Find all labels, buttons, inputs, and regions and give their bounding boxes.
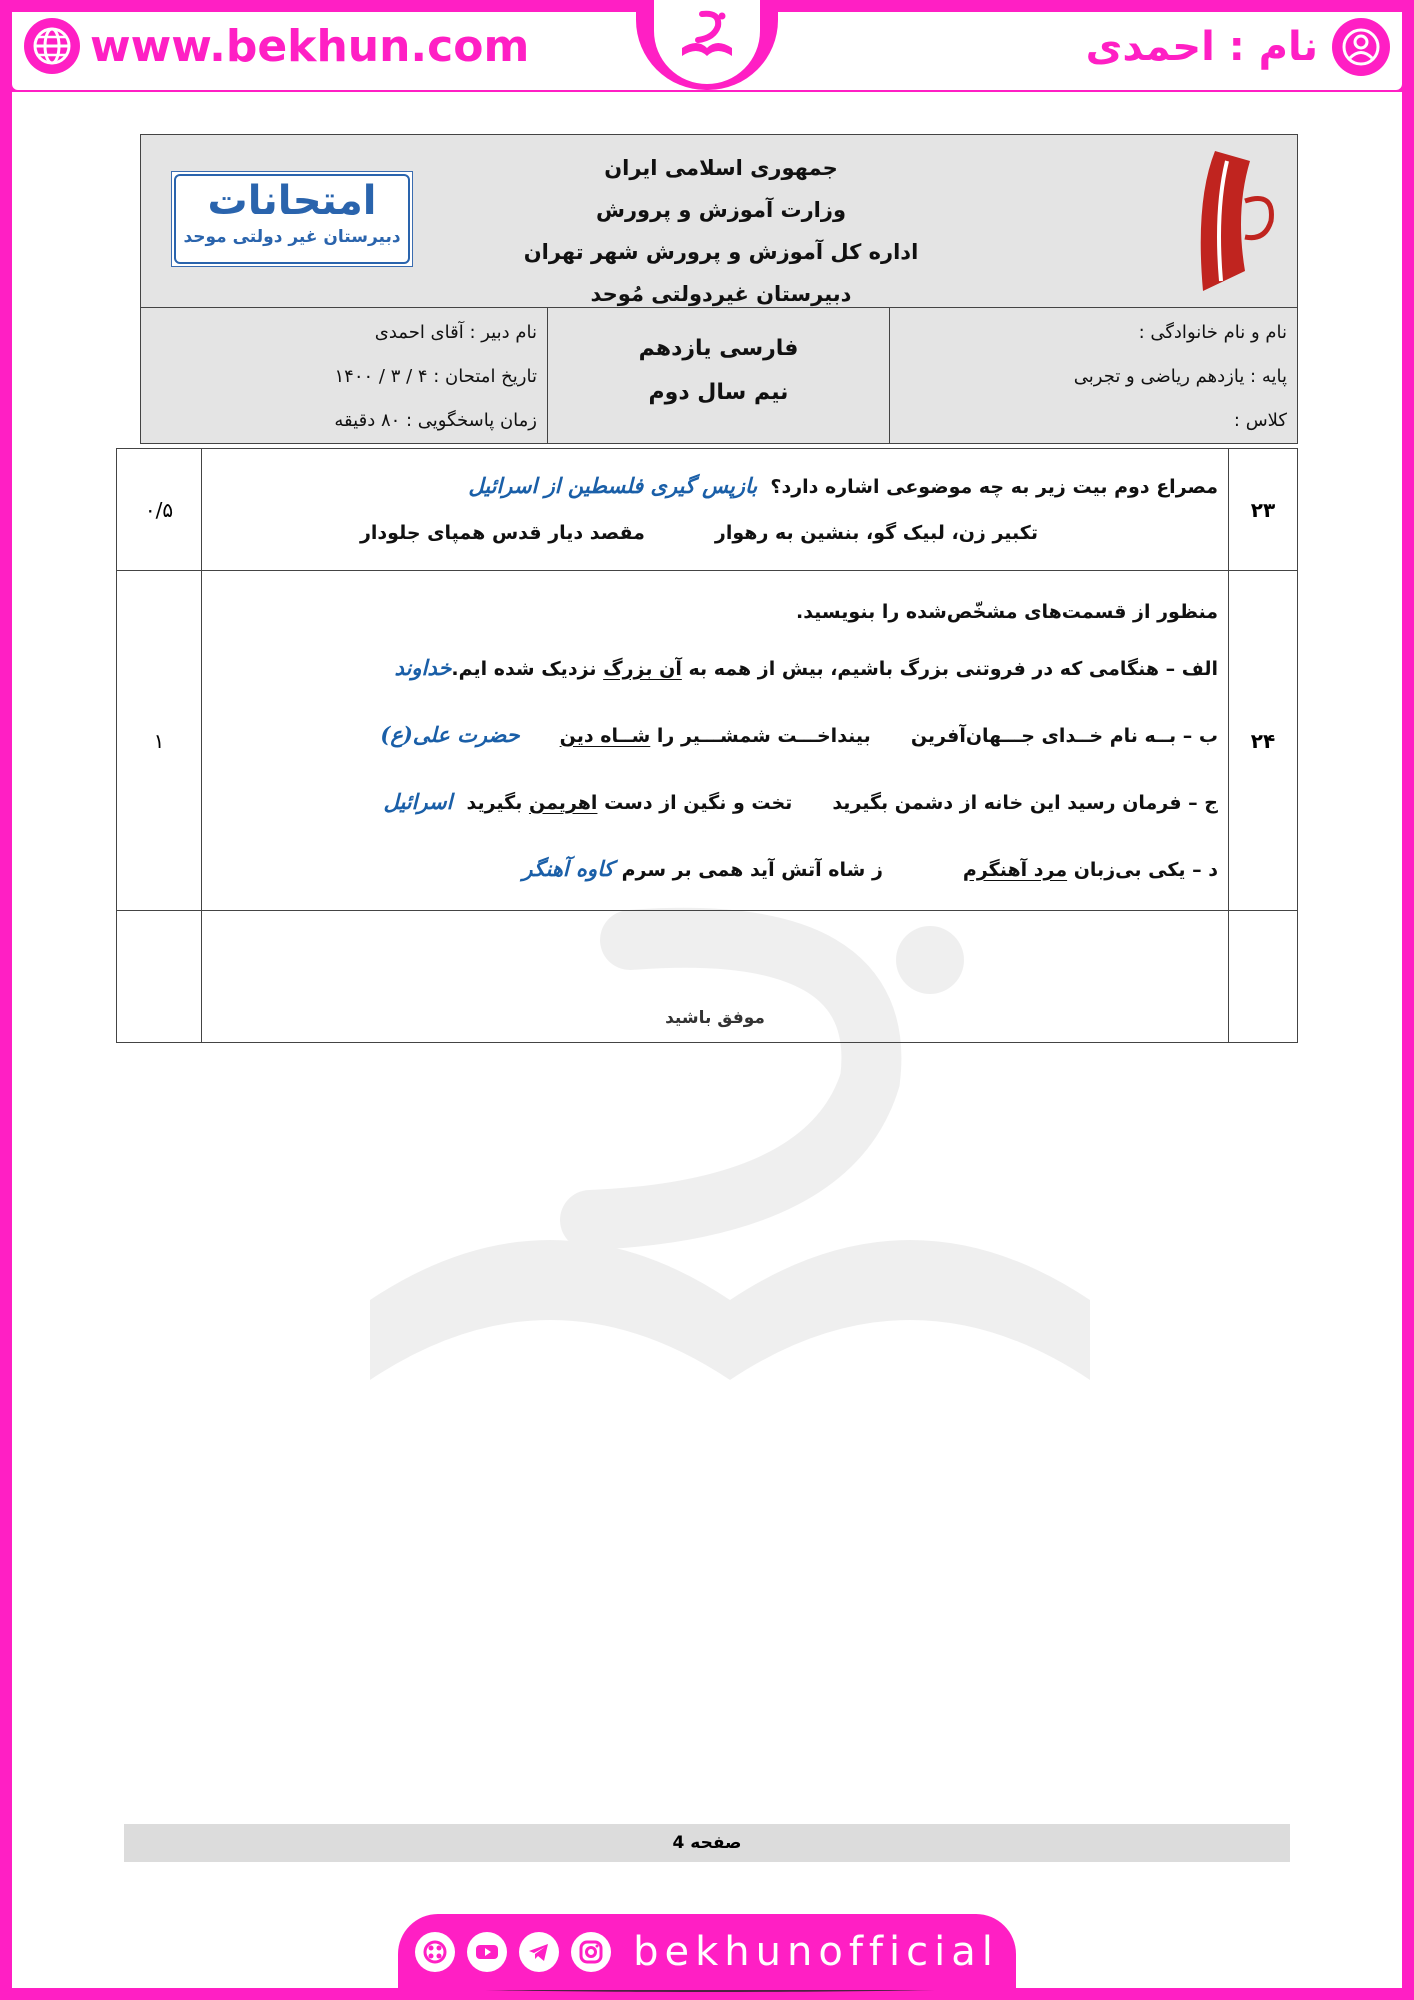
question-item: الف – هنگامی که در فروتنی بزرگ باشیم، بیش از همه به آن بزرگ نزدیک شده ایم.خداوند (394, 654, 1218, 680)
book-logo-icon (672, 4, 742, 74)
stamp-title: امتحانات (207, 178, 377, 224)
verse-second: مقصد دیار قدس همپای جلودار (359, 522, 645, 544)
question-body (202, 571, 1229, 911)
website-text: www.bekhun.com (90, 20, 530, 72)
teacher-info-cell (141, 307, 547, 443)
verse-first: تکبیر زن، لبیک گو، بنشین به رهوار (714, 522, 1038, 544)
stamp-subtitle: دبیرستان غیر دولتی موحد (183, 227, 401, 247)
question-item: ب – بــه نام خــدای جـــهان‌آفرینبینداخـــت شمشـــیر را شــاه دینحضرت علی(ع) (380, 721, 1218, 747)
instagram-icon[interactable] (571, 1932, 611, 1972)
student-name-field: نام و نام خانوادگی : (1138, 322, 1287, 343)
closing-row (117, 911, 1298, 1043)
handwritten-answer: خداوند (394, 654, 452, 680)
top-bar (0, 0, 1414, 92)
telegram-icon[interactable] (519, 1932, 559, 1972)
title-department: اداره کل آموزش و پرورش شهر تهران (523, 240, 919, 264)
term-title: نیم سال دوم (648, 380, 789, 405)
page-number: صفحه 4 (124, 1824, 1290, 1862)
globe-icon (24, 18, 80, 74)
question-number: ۲۴ (1229, 571, 1298, 911)
school-crest-logo (1175, 141, 1285, 299)
question-prompt: مصراع دوم بیت زیر به چه موضوعی اشاره دارد؟ (770, 476, 1218, 498)
title-school: دبیرستان غیردولتی مُوحد (590, 282, 852, 306)
handwritten-answer: اسرائیل (383, 788, 453, 814)
handwritten-answer: کاوه آهنگر (522, 855, 614, 881)
name-label: نام : احمدی (1085, 24, 1318, 70)
aparat-icon[interactable] (415, 1932, 455, 1972)
title-country: جمهوری اسلامی ایران (604, 156, 838, 180)
website-link[interactable] (24, 18, 529, 74)
question-number: ۲۳ (1229, 449, 1298, 571)
question-score: ۰/۵ (117, 449, 202, 571)
question-item: د – یکی بی‌زبان مرد آهنگرمز شاه آتش آید همی بر سرمکاوه آهنگر (522, 855, 1218, 881)
closing-message: موفق باشید (202, 911, 1229, 1043)
user-icon (1332, 18, 1390, 76)
social-bar (398, 1914, 1016, 1990)
exam-date-field: تاریخ امتحان : ۴ / ۳ / ۱۴۰۰ (334, 366, 537, 387)
grade-field: پایه : یازدهم ریاضی و تجربی (1073, 366, 1287, 387)
class-field: کلاس : (1233, 410, 1287, 431)
question-row (117, 571, 1298, 911)
question-item: ج – فرمان رسید این خانه از دشمن بگیریدتخت و نگین از دست اهریمن بگیریداسرائیل (383, 788, 1218, 814)
youtube-icon[interactable] (467, 1932, 507, 1972)
question-body (202, 449, 1229, 571)
question-prompt: منظور از قسمت‌های مشخّص‌شده را بنویسید. (795, 600, 1218, 623)
question-score: ۱ (117, 571, 202, 911)
student-info-cell (889, 307, 1297, 443)
exams-stamp (171, 171, 413, 267)
exam-header (140, 134, 1298, 444)
question-row (117, 449, 1298, 571)
social-handle[interactable]: bekhunofficial (633, 1929, 999, 1975)
subject-title: فارسی یازدهم (638, 336, 799, 361)
handwritten-answer: حضرت علی(ع) (380, 721, 520, 747)
questions-table (116, 448, 1298, 1043)
duration-field: زمان پاسخگویی : ۸۰ دقیقه (334, 410, 537, 431)
handwritten-answer: بازپس گیری فلسطین از اسرائیل (468, 473, 758, 498)
header-titles (501, 147, 941, 315)
student-name-badge (1086, 18, 1390, 76)
subject-cell (547, 307, 889, 443)
teacher-field: نام دبیر : آقای احمدی (374, 322, 537, 343)
title-ministry: وزارت آموزش و پرورش (595, 198, 847, 222)
